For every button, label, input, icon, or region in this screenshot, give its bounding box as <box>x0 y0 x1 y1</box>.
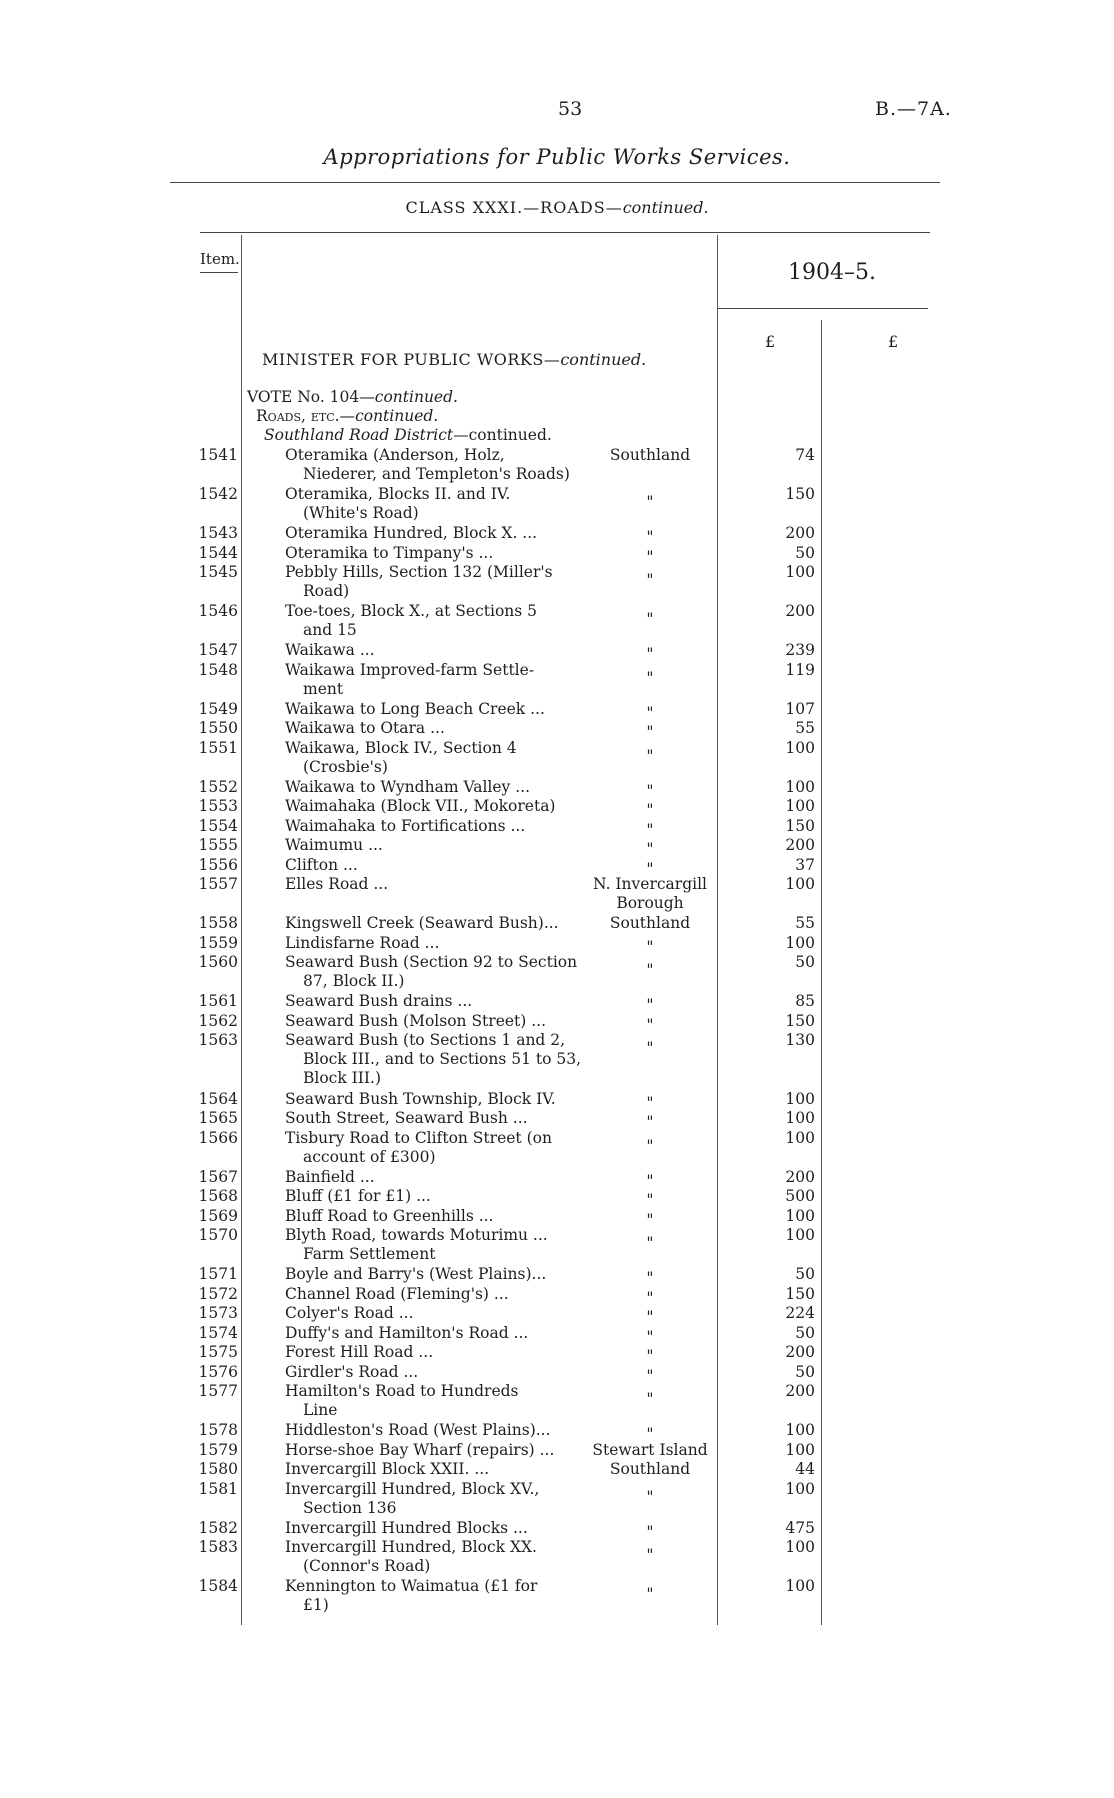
item-number: 1568 <box>198 1187 238 1205</box>
item-amount: 100 <box>785 738 815 757</box>
description-line: Invercargill Block XXII. ... <box>285 1460 490 1478</box>
item-number: 1562 <box>198 1011 238 1030</box>
item-description <box>285 1324 585 1343</box>
item-location: " <box>646 723 654 741</box>
description-line: Forest Hill Road ... <box>285 1343 434 1361</box>
item-location: " <box>646 1347 654 1365</box>
class-heading: CLASS XXXI.—ROADS—continued. <box>405 198 709 217</box>
item-number: 1544 <box>198 543 238 562</box>
minister-heading: MINISTER FOR PUBLIC WORKS—continued. <box>262 350 647 369</box>
item-description <box>285 1012 585 1031</box>
item-number: 1580 <box>198 1460 238 1478</box>
description-line: Seaward Bush (Section 92 to Section <box>285 953 578 971</box>
item-number: 1549 <box>198 699 238 718</box>
item-location: " <box>646 703 654 722</box>
item-amount: 50 <box>795 1362 815 1381</box>
item-amount: 100 <box>785 1421 815 1439</box>
item-location: Southland <box>609 1460 691 1478</box>
description-line: Waikawa, Block IV., Section 4 <box>285 738 517 757</box>
item-location: " <box>646 1487 654 1506</box>
item-location: " <box>646 859 654 878</box>
item-location: " <box>646 1390 654 1408</box>
item-number: 1559 <box>198 933 238 952</box>
item-description <box>285 934 585 953</box>
year-header: 1904–5. <box>788 260 876 285</box>
item-column-rule <box>241 235 242 1625</box>
description-line: Channel Road (Fleming's) ... <box>285 1284 509 1303</box>
year-header-rule <box>718 308 928 309</box>
item-number: 1553 <box>198 797 238 815</box>
item-description <box>285 875 585 894</box>
item-location: " <box>646 1288 654 1307</box>
description-line: Hiddleston's Road (West Plains)... <box>285 1421 551 1439</box>
item-amount: 200 <box>785 836 815 854</box>
description-line: Bluff Road to Greenhills ... <box>285 1206 494 1225</box>
item-description <box>285 1226 585 1264</box>
item-amount: 85 <box>795 992 815 1010</box>
item-location: Stewart Island <box>592 1440 708 1459</box>
item-description <box>285 524 585 543</box>
item-amount: 100 <box>785 777 815 796</box>
item-number: 1546 <box>198 602 238 620</box>
item-amount: 55 <box>795 914 815 932</box>
item-amount: 224 <box>785 1304 815 1322</box>
description-line: Lindisfarne Road ... <box>285 933 440 952</box>
item-number: 1548 <box>198 660 238 679</box>
item-location: " <box>646 528 654 546</box>
item-amount: 200 <box>785 1382 815 1400</box>
description-continuation: (Crosbie's) <box>303 757 388 776</box>
item-number: 1558 <box>198 914 238 932</box>
item-number: 1575 <box>198 1343 238 1361</box>
item-description <box>285 563 585 601</box>
item-description <box>285 1480 585 1518</box>
item-amount: 200 <box>785 524 815 542</box>
description-continuation: account of £300) <box>303 1147 436 1166</box>
item-location: " <box>646 1546 654 1564</box>
item-location: " <box>646 1585 654 1603</box>
description-line: Seaward Bush (Molson Street) ... <box>285 1011 547 1030</box>
item-amount: 130 <box>785 1031 815 1049</box>
item-number: 1569 <box>198 1206 238 1225</box>
item-description <box>285 1285 585 1304</box>
item-location: " <box>646 571 654 589</box>
item-description <box>285 641 585 660</box>
item-description <box>285 1441 585 1460</box>
description-line: Waimahaka to Fortifications ... <box>285 816 526 835</box>
item-amount: 100 <box>785 1538 815 1556</box>
item-number: 1578 <box>198 1421 238 1439</box>
description-line: Clifton ... <box>285 855 358 874</box>
item-amount: 119 <box>785 660 815 679</box>
item-location: " <box>646 1039 654 1057</box>
item-number: 1571 <box>198 1265 238 1283</box>
item-location: " <box>646 801 654 819</box>
item-description <box>285 1577 585 1615</box>
item-number: 1547 <box>198 641 238 659</box>
item-description <box>285 914 585 933</box>
description-continuation: Line <box>303 1401 338 1419</box>
description-line: Waikawa to Long Beach Creek ... <box>285 699 545 718</box>
item-number: 1563 <box>198 1031 238 1049</box>
item-description <box>285 1363 585 1382</box>
item-location: " <box>646 1327 654 1346</box>
description-line: Pebbly Hills, Section 132 (Miller's <box>285 563 553 581</box>
description-line: Seaward Bush drains ... <box>285 992 473 1010</box>
description-continuation: ment <box>303 679 344 698</box>
description-line: Waikawa to Wyndham Valley ... <box>285 777 531 796</box>
item-description <box>285 1265 585 1284</box>
description-line: Duffy's and Hamilton's Road ... <box>285 1323 529 1342</box>
item-description <box>285 544 585 563</box>
item-amount: 100 <box>785 875 815 893</box>
item-description <box>285 739 585 777</box>
item-description <box>285 778 585 797</box>
item-amount: 100 <box>785 1206 815 1225</box>
item-amount: 100 <box>785 1479 815 1498</box>
item-location: " <box>646 1522 654 1541</box>
item-description <box>285 836 585 855</box>
item-number: 1567 <box>198 1167 238 1186</box>
item-location: " <box>646 961 654 979</box>
item-description <box>285 661 585 699</box>
item-amount: 100 <box>785 1089 815 1108</box>
description-line: Hamilton's Road to Hundreds <box>285 1382 519 1400</box>
item-location: " <box>646 1308 654 1326</box>
item-number: 1584 <box>198 1577 238 1595</box>
item-amount: 475 <box>785 1518 815 1537</box>
item-amount: 100 <box>785 1109 815 1127</box>
item-description <box>285 1460 585 1479</box>
description-continuation: Section 136 <box>303 1498 397 1517</box>
item-number: 1552 <box>198 777 238 796</box>
item-number: 1551 <box>198 738 238 757</box>
description-line: Elles Road ... <box>285 875 389 893</box>
item-number: 1561 <box>198 992 238 1010</box>
amount-column-rule <box>821 320 822 1625</box>
item-location: " <box>646 781 654 800</box>
description-line: Oteramika Hundred, Block X. ... <box>285 524 538 542</box>
item-location: " <box>646 1113 654 1131</box>
item-description <box>285 1538 585 1576</box>
document-reference: B.—7A. <box>875 98 952 120</box>
item-amount: 100 <box>785 563 815 581</box>
item-location: " <box>646 1136 654 1155</box>
description-line: Tisbury Road to Clifton Street (on <box>285 1128 552 1147</box>
item-amount: 100 <box>785 1440 815 1459</box>
description-line: Seaward Bush Township, Block IV. <box>285 1089 556 1108</box>
item-description <box>285 1304 585 1323</box>
item-amount: 50 <box>795 1265 815 1283</box>
item-amount: 100 <box>785 933 815 952</box>
item-location: N. Invercargill Borough <box>593 875 707 912</box>
description-line: Horse-shoe Bay Wharf (repairs) ... <box>285 1440 555 1459</box>
item-description <box>285 992 585 1011</box>
item-location: " <box>646 1210 654 1229</box>
description-line: South Street, Seaward Bush ... <box>285 1109 528 1127</box>
item-description <box>285 953 585 991</box>
item-number: 1554 <box>198 816 238 835</box>
description-line: Waikawa Improved-farm Settle- <box>285 660 535 679</box>
item-location: " <box>646 996 654 1014</box>
description-continuation: Road) <box>303 582 350 600</box>
item-location: " <box>646 1425 654 1443</box>
item-description <box>285 1129 585 1167</box>
item-location: " <box>646 1093 654 1112</box>
item-header-underline <box>200 272 238 273</box>
description-line: Blyth Road, towards Moturimu ... <box>285 1226 548 1244</box>
item-location: " <box>646 1234 654 1252</box>
item-number: 1573 <box>198 1304 238 1322</box>
description-line: Invercargill Hundred Blocks ... <box>285 1518 528 1537</box>
item-amount: 150 <box>785 1011 815 1030</box>
currency-header-2: £ <box>888 332 899 351</box>
item-number: 1583 <box>198 1538 238 1556</box>
item-description <box>285 1031 585 1088</box>
item-description <box>285 1207 585 1226</box>
item-amount: 50 <box>795 953 815 971</box>
item-amount: 200 <box>785 602 815 620</box>
item-amount: 50 <box>795 543 815 562</box>
item-description <box>285 719 585 738</box>
roads-heading: Roads, etc.—continued. <box>256 407 439 425</box>
item-location: " <box>646 820 654 839</box>
item-description <box>285 602 585 640</box>
item-location: " <box>646 610 654 628</box>
description-continuation: (Connor's Road) <box>303 1557 431 1575</box>
page-title: Appropriations for Public Works Services. <box>323 145 791 169</box>
item-description <box>285 1109 585 1128</box>
item-amount: 107 <box>785 699 815 718</box>
description-line: Bluff (£1 for £1) ... <box>285 1187 431 1205</box>
item-amount: 100 <box>785 1128 815 1147</box>
description-continuation: 87, Block II.) <box>303 972 405 990</box>
description-line: Colyer's Road ... <box>285 1304 414 1322</box>
item-description <box>285 446 585 484</box>
description-line: Seaward Bush (to Sections 1 and 2, <box>285 1031 566 1049</box>
item-amount: 200 <box>785 1167 815 1186</box>
item-amount: 37 <box>795 855 815 874</box>
description-line: Toe-toes, Block X., at Sections 5 <box>285 602 538 620</box>
description-line: Invercargill Hundred, Block XX. <box>285 1538 537 1556</box>
description-continuation: Farm Settlement <box>303 1245 436 1263</box>
item-number: 1556 <box>198 855 238 874</box>
description-line: Kingswell Creek (Seaward Bush)... <box>285 914 559 932</box>
description-line: Oteramika (Anderson, Holz, <box>285 446 505 464</box>
location-column-rule <box>717 235 718 1625</box>
item-description <box>285 1187 585 1206</box>
item-amount: 150 <box>785 485 815 503</box>
item-location: " <box>646 547 654 566</box>
title-rule <box>170 182 940 183</box>
item-number: 1565 <box>198 1109 238 1127</box>
item-number: 1566 <box>198 1128 238 1147</box>
item-description <box>285 1519 585 1538</box>
item-location: Southland <box>609 446 691 464</box>
description-line: Girdler's Road ... <box>285 1362 419 1381</box>
item-number: 1581 <box>198 1479 238 1498</box>
page-number: 53 <box>558 98 583 120</box>
item-amount: 100 <box>785 797 815 815</box>
item-location: " <box>646 645 654 663</box>
item-amount: 150 <box>785 1284 815 1303</box>
item-number: 1570 <box>198 1226 238 1244</box>
item-number: 1555 <box>198 836 238 854</box>
item-amount: 100 <box>785 1226 815 1244</box>
item-number: 1550 <box>198 719 238 737</box>
item-description <box>285 856 585 875</box>
item-number: 1543 <box>198 524 238 542</box>
description-line: Waikawa to Otara ... <box>285 719 445 737</box>
item-location: " <box>646 1015 654 1034</box>
item-amount: 55 <box>795 719 815 737</box>
vote-heading: VOTE No. 104—continued. <box>247 388 458 406</box>
item-number: 1541 <box>198 446 238 464</box>
table-top-rule <box>200 232 930 233</box>
item-number: 1572 <box>198 1284 238 1303</box>
item-description <box>285 797 585 816</box>
item-amount: 150 <box>785 816 815 835</box>
item-amount: 44 <box>795 1460 815 1478</box>
item-number: 1560 <box>198 953 238 971</box>
item-location: Southland <box>609 914 691 932</box>
description-line: Bainfield ... <box>285 1167 375 1186</box>
item-location: " <box>646 1171 654 1190</box>
item-description <box>285 485 585 523</box>
item-description <box>285 1168 585 1187</box>
description-line: Oteramika, Blocks II. and IV. <box>285 485 511 503</box>
description-continuation: and 15 <box>303 621 357 639</box>
item-number: 1542 <box>198 485 238 503</box>
item-amount: 200 <box>785 1343 815 1361</box>
item-number: 1557 <box>198 875 238 893</box>
item-location: " <box>646 1191 654 1209</box>
item-column-header: Item. <box>200 250 240 268</box>
item-amount: 50 <box>795 1323 815 1342</box>
currency-header-1: £ <box>765 332 776 351</box>
item-location: " <box>646 668 654 687</box>
item-number: 1577 <box>198 1382 238 1400</box>
item-description <box>285 700 585 719</box>
district-heading: Southland Road District—continued. <box>264 426 552 444</box>
description-continuation: Block III., and to Sections 51 to 53, Block III.) <box>303 1050 582 1087</box>
item-number: 1576 <box>198 1362 238 1381</box>
item-description <box>285 1090 585 1109</box>
item-amount: 74 <box>795 446 815 464</box>
description-continuation: (White's Road) <box>303 504 419 522</box>
description-line: Waimahaka (Block VII., Mokoreta) <box>285 797 556 815</box>
item-number: 1545 <box>198 563 238 581</box>
item-amount: 100 <box>785 1577 815 1595</box>
item-number: 1564 <box>198 1089 238 1108</box>
item-location: " <box>646 746 654 765</box>
item-number: 1574 <box>198 1323 238 1342</box>
description-continuation: Niederer, and Templeton's Roads) <box>303 465 570 483</box>
item-number: 1579 <box>198 1440 238 1459</box>
description-line: Invercargill Hundred, Block XV., <box>285 1479 540 1498</box>
item-amount: 500 <box>785 1187 815 1205</box>
item-number: 1582 <box>198 1518 238 1537</box>
description-line: Oteramika to Timpany's ... <box>285 543 494 562</box>
description-continuation: £1) <box>303 1596 329 1614</box>
item-description <box>285 1382 585 1420</box>
description-line: Kennington to Waimatua (£1 for <box>285 1577 538 1595</box>
item-location: " <box>646 1269 654 1287</box>
item-description <box>285 817 585 836</box>
description-line: Waimumu ... <box>285 836 383 854</box>
item-location: " <box>646 1366 654 1385</box>
item-location: " <box>646 840 654 858</box>
item-amount: 239 <box>785 641 815 659</box>
description-line: Boyle and Barry's (West Plains)... <box>285 1265 547 1283</box>
item-location: " <box>646 937 654 956</box>
item-description <box>285 1421 585 1440</box>
item-description <box>285 1343 585 1362</box>
description-line: Waikawa ... <box>285 641 375 659</box>
item-location: " <box>646 493 654 511</box>
